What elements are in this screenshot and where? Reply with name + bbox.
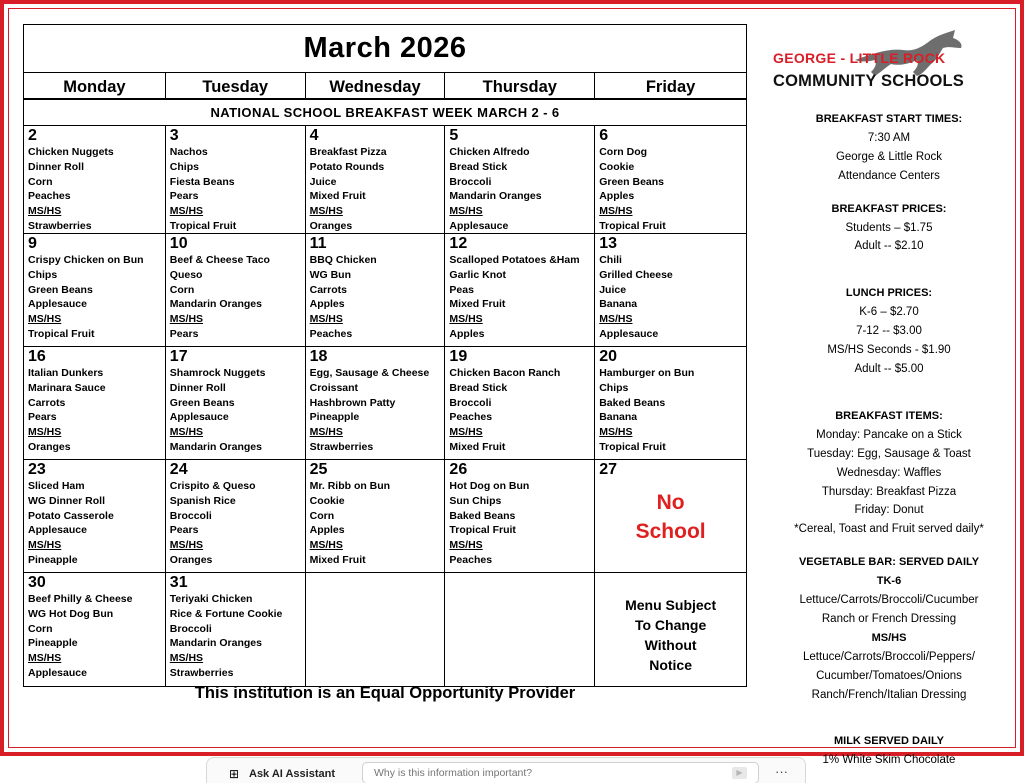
sidebar-heading: MS/HS bbox=[871, 631, 907, 644]
day-number: 16 bbox=[28, 348, 46, 365]
menu-item: Cookie bbox=[309, 494, 345, 507]
day-cell bbox=[595, 573, 747, 687]
menu-item: Green Beans bbox=[169, 396, 235, 409]
weekday-header-tuesday: Tuesday bbox=[166, 73, 306, 99]
menu-item: Pears bbox=[28, 411, 57, 424]
sidebar-spacer bbox=[760, 718, 1018, 732]
menu-item: Chips bbox=[599, 381, 629, 394]
menu-item: Oranges bbox=[169, 553, 213, 566]
sidebar-text: Monday: Pancake on a Stick bbox=[816, 428, 962, 441]
menu-item: Bread Stick bbox=[449, 160, 508, 173]
day-cell bbox=[166, 126, 306, 234]
menu-item: Hashbrown Patty bbox=[309, 396, 396, 409]
sidebar-spacer bbox=[760, 186, 1018, 200]
sidebar-spacer bbox=[760, 704, 1018, 718]
menu-item: Chips bbox=[169, 160, 199, 173]
day-number: 18 bbox=[309, 348, 328, 365]
menu-item: Peaches bbox=[449, 411, 493, 424]
menu-item: Mandarin Oranges bbox=[169, 637, 262, 650]
menu-item: MS/HS bbox=[309, 205, 343, 218]
day-number: 4 bbox=[309, 127, 319, 144]
day-number: 30 bbox=[28, 574, 46, 591]
menu-item: Pineapple bbox=[309, 411, 360, 424]
day-number: 5 bbox=[449, 127, 459, 144]
calendar-week-row bbox=[23, 234, 747, 347]
calendar-title: March 2026 bbox=[303, 32, 467, 64]
menu-item: MS/HS bbox=[169, 652, 204, 665]
day-number: 13 bbox=[599, 235, 618, 252]
menu-item: Apples bbox=[309, 524, 345, 537]
day-cell bbox=[445, 234, 595, 347]
sidebar-heading: LUNCH PRICES: bbox=[845, 287, 933, 300]
weekday-header-row bbox=[23, 73, 747, 99]
menu-item: Mixed Fruit bbox=[449, 440, 506, 453]
menu-item: Applesauce bbox=[28, 666, 87, 679]
day-number: 31 bbox=[169, 574, 188, 591]
menu-item: Strawberries bbox=[169, 666, 234, 679]
sidebar-text: Students – $1.75 bbox=[845, 221, 933, 234]
menu-item: Carrots bbox=[28, 396, 66, 409]
day-cell bbox=[306, 126, 446, 234]
no-school-text: School bbox=[635, 520, 706, 543]
menu-item: Pears bbox=[169, 190, 199, 203]
menu-item: Chicken Alfredo bbox=[449, 146, 530, 158]
menu-item: MS/HS bbox=[169, 313, 204, 326]
sidebar-text: 7:30 AM bbox=[867, 131, 911, 144]
menu-item: Mandarin Oranges bbox=[449, 190, 542, 203]
menu-item: Mixed Fruit bbox=[449, 298, 506, 311]
ai-assistant-bar bbox=[206, 757, 806, 783]
weekday-header-thursday: Thursday bbox=[445, 73, 595, 99]
day-number: 17 bbox=[169, 348, 188, 365]
weekday-header-friday: Friday bbox=[595, 73, 747, 99]
day-cell bbox=[166, 234, 306, 347]
menu-item: Broccoli bbox=[449, 396, 492, 409]
menu-item: Marinara Sauce bbox=[28, 381, 106, 394]
menu-item: Hamburger on Bun bbox=[599, 367, 695, 379]
note-line: To Change bbox=[634, 617, 707, 633]
menu-item: Chicken Bacon Ranch bbox=[449, 367, 561, 379]
day-cell bbox=[166, 347, 306, 460]
sidebar-text: Ranch or French Dressing bbox=[821, 612, 957, 625]
day-number: 23 bbox=[28, 461, 46, 478]
menu-item: MS/HS bbox=[28, 652, 62, 665]
menu-item: Green Beans bbox=[28, 283, 93, 296]
menu-item: Peaches bbox=[28, 190, 71, 203]
menu-item: Crispito & Queso bbox=[169, 480, 256, 492]
sidebar-text: Friday: Donut bbox=[854, 504, 924, 517]
note-line: Notice bbox=[649, 657, 693, 673]
sidebar-text: Ranch/French/Italian Dressing bbox=[811, 688, 967, 701]
menu-item: MS/HS bbox=[169, 205, 204, 218]
sidebar-spacer bbox=[760, 393, 1018, 407]
day-cell bbox=[306, 347, 446, 460]
menu-item: Broccoli bbox=[169, 509, 212, 522]
menu-item: Corn bbox=[28, 175, 53, 188]
menu-item: WG Bun bbox=[309, 268, 352, 281]
menu-item: Croissant bbox=[309, 381, 359, 394]
sidebar-text: Thursday: Breakfast Pizza bbox=[821, 485, 957, 498]
menu-item: Beef & Cheese Taco bbox=[169, 254, 270, 266]
day-cell bbox=[24, 573, 166, 687]
sidebar-text: Tuesday: Egg, Sausage & Toast bbox=[807, 447, 971, 460]
day-number: 26 bbox=[449, 461, 468, 478]
sidebar-text: Adult -- $5.00 bbox=[854, 362, 924, 375]
menu-item: Bread Stick bbox=[449, 381, 508, 394]
menu-item: Applesauce bbox=[169, 411, 229, 424]
menu-item: MS/HS bbox=[599, 313, 633, 326]
day-cell bbox=[445, 126, 595, 234]
menu-item: Peaches bbox=[449, 553, 493, 566]
menu-item: MS/HS bbox=[28, 205, 62, 218]
ai-question-input[interactable] bbox=[362, 762, 759, 783]
calendar-week-row bbox=[23, 347, 747, 460]
menu-item: Chili bbox=[599, 254, 622, 266]
menu-item: Tropical Fruit bbox=[449, 524, 516, 537]
menu-item: MS/HS bbox=[449, 313, 483, 326]
sidebar-heading: BREAKFAST PRICES: bbox=[831, 202, 947, 215]
menu-item: Potato Rounds bbox=[309, 160, 385, 173]
menu-item: Dinner Roll bbox=[28, 160, 85, 173]
menu-item: Mixed Fruit bbox=[309, 553, 366, 566]
menu-item: Queso bbox=[169, 268, 203, 281]
menu-item: Shamrock Nuggets bbox=[169, 367, 266, 379]
day-cell bbox=[24, 460, 166, 573]
weekday-header-monday: Monday bbox=[24, 73, 166, 99]
menu-item: Tropical Fruit bbox=[28, 327, 95, 340]
menu-item: Corn bbox=[309, 509, 335, 522]
sidebar-text: 1% White Skim Chocolate bbox=[822, 754, 956, 767]
menu-item: MS/HS bbox=[599, 205, 633, 218]
menu-item: Chicken Nuggets bbox=[28, 146, 114, 158]
menu-item: Apples bbox=[309, 298, 345, 311]
sidebar-heading: MILK SERVED DAILY bbox=[833, 735, 945, 748]
menu-item: Peaches bbox=[309, 327, 353, 340]
day-cell bbox=[595, 126, 747, 234]
menu-item: Carrots bbox=[309, 283, 347, 296]
menu-item: Peas bbox=[449, 283, 474, 296]
menu-subject-to-change-note bbox=[595, 595, 746, 675]
ask-ai-assistant-button[interactable]: Ask AI Assistant bbox=[249, 768, 335, 780]
day-cell bbox=[306, 573, 446, 687]
menu-item: MS/HS bbox=[169, 426, 204, 439]
day-number: 19 bbox=[449, 348, 468, 365]
calendar-week-row bbox=[23, 573, 747, 687]
menu-item: Cookie bbox=[599, 160, 635, 173]
menu-item: Tropical Fruit bbox=[169, 219, 237, 232]
menu-item: Pears bbox=[169, 327, 199, 340]
menu-item: Applesauce bbox=[28, 524, 87, 537]
sidebar-text: Adult -- $2.10 bbox=[854, 240, 924, 253]
menu-item: Banana bbox=[599, 298, 638, 311]
menu-item: Tropical Fruit bbox=[599, 219, 666, 232]
menu-item: Pineapple bbox=[28, 637, 78, 650]
day-number: 25 bbox=[309, 461, 328, 478]
menu-item: Broccoli bbox=[169, 622, 212, 635]
sidebar-text: K-6 – $2.70 bbox=[859, 306, 919, 319]
menu-item: WG Dinner Roll bbox=[28, 494, 105, 507]
day-cell bbox=[24, 347, 166, 460]
sidebar-text: Attendance Centers bbox=[838, 169, 940, 182]
menu-item: Crispy Chicken on Bun bbox=[28, 254, 144, 266]
day-number: 3 bbox=[169, 127, 179, 144]
menu-item: Applesauce bbox=[449, 219, 509, 232]
day-cell bbox=[595, 347, 747, 460]
day-cell bbox=[306, 460, 446, 573]
menu-item: Hot Dog on Bun bbox=[449, 480, 530, 492]
sidebar-heading: BREAKFAST START TIMES: bbox=[815, 113, 963, 125]
sidebar-heading: TK-6 bbox=[876, 575, 902, 588]
day-cell bbox=[166, 460, 306, 573]
day-cell bbox=[166, 573, 306, 687]
day-cell bbox=[306, 234, 446, 347]
sidebar-text: Lettuce/Carrots/Broccoli/Cucumber bbox=[799, 594, 979, 607]
day-number: 11 bbox=[309, 235, 327, 252]
sidebar-heading: BREAKFAST ITEMS: bbox=[835, 409, 943, 422]
menu-item: Applesauce bbox=[599, 327, 659, 340]
menu-item: MS/HS bbox=[309, 426, 343, 439]
menu-item: Banana bbox=[599, 411, 638, 424]
sidebar-spacer bbox=[760, 256, 1018, 270]
sidebar-heading: VEGETABLE BAR: SERVED DAILY bbox=[798, 556, 980, 569]
menu-item: Juice bbox=[599, 283, 627, 296]
day-number: 20 bbox=[599, 348, 618, 365]
menu-item: Corn bbox=[28, 622, 53, 635]
menu-item: Chips bbox=[28, 268, 58, 281]
equal-opportunity-footer: This institution is an Equal Opportunity Provider bbox=[194, 684, 576, 702]
sidebar-text: Wednesday: Waffles bbox=[836, 466, 942, 479]
menu-item: Garlic Knot bbox=[449, 268, 507, 281]
menu-item: Strawberries bbox=[28, 219, 92, 232]
menu-item: Italian Dunkers bbox=[28, 367, 104, 379]
menu-item: Tropical Fruit bbox=[599, 440, 666, 453]
day-number: 2 bbox=[28, 127, 37, 144]
menu-item: BBQ Chicken bbox=[309, 254, 377, 266]
menu-item: Beef Philly & Cheese bbox=[28, 593, 133, 605]
day-cell bbox=[595, 234, 747, 347]
menu-item: MS/HS bbox=[449, 426, 483, 439]
menu-item: WG Hot Dog Bun bbox=[28, 607, 114, 620]
menu-item: Corn Dog bbox=[599, 146, 648, 158]
more-options-button[interactable]: ··· bbox=[775, 764, 788, 779]
day-number: 9 bbox=[28, 235, 37, 252]
menu-calendar bbox=[23, 24, 747, 687]
menu-item: Broccoli bbox=[449, 175, 492, 188]
menu-item: MS/HS bbox=[599, 426, 633, 439]
info-sidebar bbox=[760, 110, 1018, 770]
menu-item: Dinner Roll bbox=[169, 381, 226, 394]
menu-item: Teriyaki Chicken bbox=[169, 593, 253, 605]
menu-item: MS/HS bbox=[449, 205, 483, 218]
day-cell bbox=[24, 126, 166, 234]
menu-item: MS/HS bbox=[309, 539, 343, 552]
menu-item: Mandarin Oranges bbox=[169, 440, 262, 453]
logo-line-1: GEORGE - LITTLE ROCK bbox=[773, 50, 946, 66]
ai-assistant-icon[interactable]: ⊞ bbox=[229, 767, 240, 781]
menu-item: Oranges bbox=[28, 440, 71, 453]
day-cell bbox=[445, 460, 595, 573]
day-cell bbox=[595, 460, 747, 573]
menu-item: Corn bbox=[169, 283, 195, 296]
menu-item: Breakfast Pizza bbox=[309, 146, 387, 158]
day-number: 10 bbox=[169, 235, 188, 252]
calendar-title-box bbox=[23, 24, 747, 73]
menu-item: Grilled Cheese bbox=[599, 268, 673, 281]
menu-item: Potato Casserole bbox=[28, 509, 114, 522]
menu-item: Apples bbox=[599, 190, 635, 203]
menu-item: Mr. Ribb on Bun bbox=[309, 480, 391, 492]
menu-item: Sun Chips bbox=[449, 494, 502, 507]
menu-item: Applesauce bbox=[28, 298, 87, 311]
menu-item: Nachos bbox=[169, 146, 208, 158]
menu-item: MS/HS bbox=[169, 539, 204, 552]
menu-item: Green Beans bbox=[599, 175, 664, 188]
menu-item: Pineapple bbox=[28, 553, 78, 566]
no-school-text: No bbox=[656, 491, 685, 514]
menu-item: Sliced Ham bbox=[28, 480, 85, 492]
logo-line-2: COMMUNITY SCHOOLS bbox=[773, 72, 965, 90]
day-cell bbox=[24, 234, 166, 347]
menu-item: Spanish Rice bbox=[169, 494, 236, 507]
menu-item: Strawberries bbox=[309, 440, 374, 453]
sidebar-text: MS/HS Seconds - $1.90 bbox=[827, 344, 951, 357]
note-line: Without bbox=[644, 637, 697, 653]
sidebar-text: 7-12 -- $3.00 bbox=[856, 325, 922, 338]
menu-item: MS/HS bbox=[28, 313, 62, 326]
menu-item: Juice bbox=[309, 175, 337, 188]
menu-item: Pears bbox=[169, 524, 199, 537]
note-line: Menu Subject bbox=[625, 597, 717, 613]
calendar-weeks bbox=[23, 126, 747, 687]
calendar-week-row bbox=[23, 126, 747, 234]
menu-item: MS/HS bbox=[309, 313, 343, 326]
menu-item: Rice & Fortune Cookie bbox=[169, 607, 283, 620]
sidebar-spacer bbox=[760, 539, 1018, 553]
school-logo bbox=[773, 30, 978, 98]
sidebar-spacer bbox=[760, 270, 1018, 284]
calendar-week-row bbox=[23, 460, 747, 573]
sidebar-text: *Cereal, Toast and Fruit served daily* bbox=[794, 523, 984, 536]
menu-item: Oranges bbox=[309, 219, 353, 232]
menu-item: Baked Beans bbox=[599, 396, 666, 409]
sidebar-spacer bbox=[760, 379, 1018, 393]
day-number: 6 bbox=[599, 127, 609, 144]
sidebar-text: George & Little Rock bbox=[835, 150, 943, 163]
menu-item: Mandarin Oranges bbox=[169, 298, 262, 311]
menu-item: MS/HS bbox=[28, 426, 62, 439]
menu-item: Mixed Fruit bbox=[309, 190, 366, 203]
day-cell bbox=[445, 347, 595, 460]
menu-item: MS/HS bbox=[28, 539, 62, 552]
day-number: 24 bbox=[169, 461, 188, 478]
menu-item: Baked Beans bbox=[449, 509, 516, 522]
sidebar-text: Cucumber/Tomatoes/Onions bbox=[816, 669, 962, 682]
send-icon[interactable]: ▶ bbox=[732, 767, 747, 779]
weekday-header-wednesday: Wednesday bbox=[306, 73, 446, 99]
menu-item: Apples bbox=[449, 327, 485, 340]
sidebar-text: Lettuce/Carrots/Broccoli/Peppers/ bbox=[803, 650, 975, 663]
menu-item: MS/HS bbox=[449, 539, 483, 552]
no-school-notice bbox=[595, 488, 746, 546]
menu-item: Fiesta Beans bbox=[169, 175, 235, 188]
day-number: 27 bbox=[599, 461, 618, 478]
menu-item: Scalloped Potatoes &Ham bbox=[449, 254, 580, 266]
day-cell bbox=[445, 573, 595, 687]
menu-item: Egg, Sausage & Cheese bbox=[309, 367, 430, 379]
day-number: 12 bbox=[449, 235, 468, 252]
breakfast-week-banner: NATIONAL SCHOOL BREAKFAST WEEK MARCH 2 - 6 bbox=[23, 99, 747, 126]
